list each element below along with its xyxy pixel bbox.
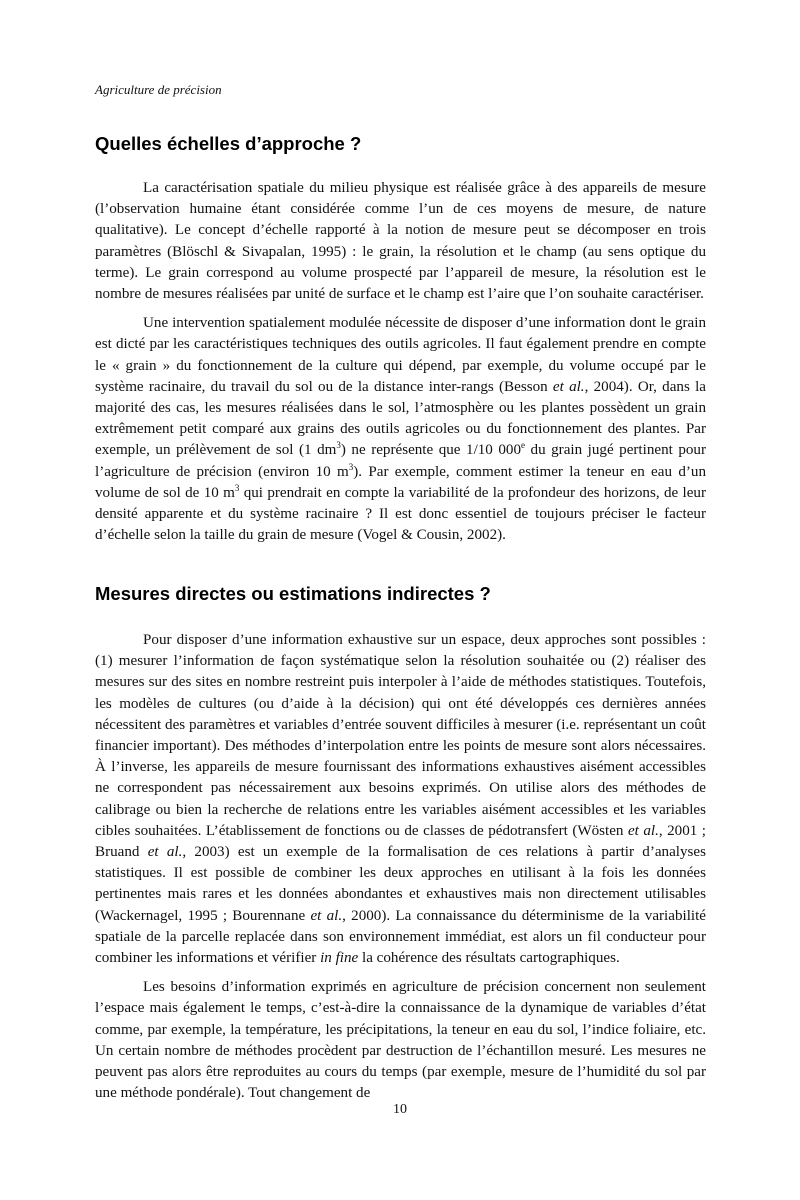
text-run: la cohérence des résultats cartographiques. bbox=[358, 950, 620, 967]
text-run: Une intervention spatialement modulée nécessite de disposer d’une information dont le grain est dicté par les caractéristiques techniques des outils agricoles. Il faut également prendre en compte le « grain » du fonctionnement de la culture qui dépend, par exemple, du volume occupé par le système racinaire, du travail du sol ou de la distance inter-rangs (Besson bbox=[95, 315, 706, 395]
text-run: ). Par exemple, comment estimer la teneur en eau d’un volume de sol de 10 m bbox=[95, 463, 706, 501]
etal-italic: et al. bbox=[310, 907, 343, 924]
section-body-echelles bbox=[95, 178, 706, 546]
paragraph bbox=[95, 630, 706, 969]
running-header: Agriculture de précision bbox=[95, 82, 222, 97]
superscript: 3 bbox=[336, 440, 341, 451]
superscript: 3 bbox=[234, 482, 240, 493]
section-title-mesures: Mesures directes ou estimations indirectes ? bbox=[95, 583, 491, 604]
etal-italic: et al. bbox=[147, 844, 183, 861]
paragraph: Les besoins d’information exprimés en agriculture de précision concernent non seulement l’espace mais également le temps, c’est-à-dire la connaissance de la dynamique de variables d’état comme, par exemple, la température, les précipitations, la teneur en eau du sol, l’indice foliaire, etc. Un certain nombre de méthodes procèdent par destruction de l’échantillon mesuré. Les mesures ne peuvent pas alors être reproduites au cours du temps (par exemple, mesure de l’humidité du sol par une méthode pondérale). Tout changement de bbox=[95, 979, 706, 1102]
text-run: qui prendrait en compte la variabilité de la profondeur des horizons, de leur densité apparente et du système racinaire ? Il est donc essentiel de toujours préciser le facteur d’échelle selon la taille du grain de mesure (Vogel & Cousin, 2002). bbox=[95, 484, 706, 544]
paragraph bbox=[95, 313, 706, 546]
section-body-mesures bbox=[95, 630, 706, 1104]
text-run: , 2004). Or, dans la majorité des cas, les mesures réalisées dans le sol, l’atmosphère ou les plantes possèdent un grain extrêmement petit comparé aux grains des outils agricoles ou du fonctionnement des plantes. Par exemple, un prélèvement de sol (1 dm bbox=[95, 378, 706, 459]
text-run: , 2001 ; Bruand bbox=[95, 822, 706, 861]
page-number: 10 bbox=[393, 1102, 407, 1117]
superscript: e bbox=[521, 440, 526, 451]
text-run: , 2000). La connaissance du déterminisme de la variabilité spatiale de la parcelle replacée dans son environnement immédiat, est alors un fil conducteur pour combiner les informations et vérifier bbox=[95, 907, 706, 967]
etal-italic: et al. bbox=[552, 378, 585, 395]
section-title-echelles: Quelles échelles d’approche ? bbox=[95, 133, 362, 154]
etal-italic: et al. bbox=[627, 822, 659, 839]
paragraph: La caractérisation spatiale du milieu physique est réalisée grâce à des appareils de mesure (l’observation humaine étant considérée comme l’un de ces moyens de mesure, de nature qualitative). Le concept d’échelle rapporté à la notion de mesure peut se décomposer en trois paramètres (Blöschl & Sivapalan, 1995) : le grain, la résolution et le champ (au sens optique du terme). Le grain correspond au volume prospecté par l’appareil de mesure, la résolution est le nombre de mesures réalisées par unité de surface et le champ est l’aire que l’on souhaite caractériser. bbox=[95, 180, 706, 303]
superscript: 3 bbox=[348, 461, 354, 472]
text-run: , 2003) est un exemple de la formalisation de ces relations à partir d’analyses statistiques. Il est possible de combiner les deux approches en utilisant à la fois les données pertinentes mais rares et les données abondantes et exhaustives mais non directement utilisables (Wackernagel, 1995 ; Bourennane bbox=[95, 844, 706, 924]
text-run: du grain jugé pertinent pour l’agriculture de précision (environ 10 m bbox=[95, 442, 706, 480]
text-run: Pour disposer d’une information exhaustive sur un espace, deux approches sont possibles : (1) mesurer l’information de façon systématique selon la résolution souhaitée ou (2) réaliser des mesures sur des sites en nombre restreint puis interpoler à l’aide de méthodes statistiques. Toutefois, les modèles de cultures (ou d’aide à la décision) qui ont été développés ces dernières années nécessitent des paramètres et variables d’entrée souvent difficiles à mesurer (i.e. représentant un coût financier important). Des méthodes d’interpolation entre les points de mesure sont alors nécessaires. À l’inverse, les appareils de mesure fournissant des informations exhaustives aisément accessibles ne correspondent pas nécessairement aux besoins exprimés. On utilise alors des méthodes de calibrage ou bien la recherche de relations entre les variables aisément accessibles et les variables cibles souhaitées. L’établissement de fonctions ou de classes de pédotransfert (Wösten bbox=[95, 632, 706, 839]
in-fine-italic: in fine bbox=[320, 950, 359, 967]
text-run: ) ne représente que 1/10 000 bbox=[340, 442, 522, 459]
